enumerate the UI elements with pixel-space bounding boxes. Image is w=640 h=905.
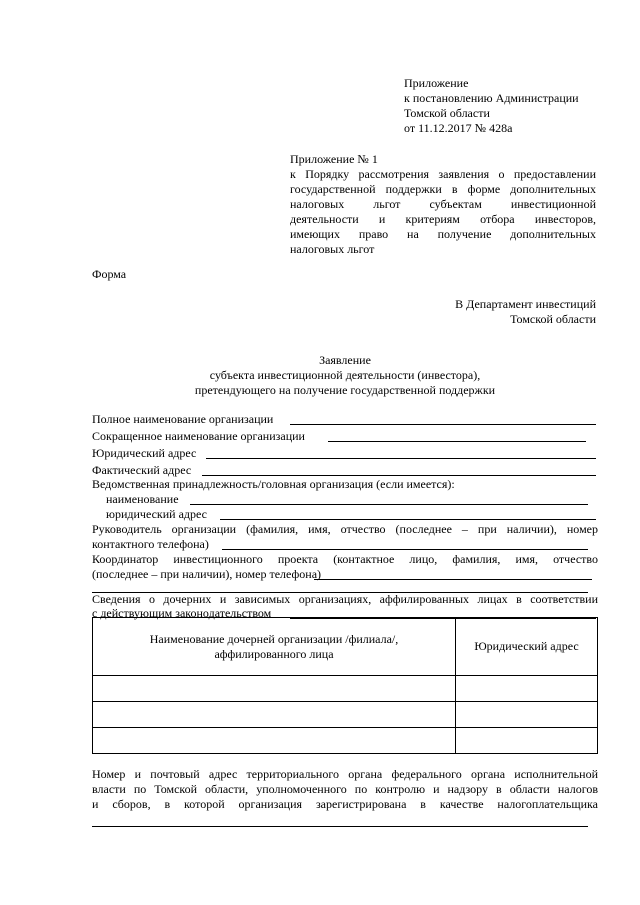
- heading-line: претендующего на получение государственной поддержки: [194, 383, 496, 397]
- parent-address-field[interactable]: [220, 519, 596, 520]
- document-heading: [92, 353, 598, 398]
- table-cell[interactable]: [456, 728, 598, 754]
- tax-authority-field[interactable]: [92, 826, 588, 827]
- coordinator-field[interactable]: [314, 579, 592, 580]
- appendix-order-header: [290, 152, 596, 257]
- actual-address-field[interactable]: [202, 475, 596, 476]
- table-cell[interactable]: [93, 702, 456, 728]
- legal-address-label: Юридический адрес: [92, 446, 197, 460]
- table-header-row: [93, 618, 598, 676]
- table-header-address: Юридический адрес: [456, 618, 598, 676]
- appendix-order-line: к Порядку рассмотрения заявления о предоставлении: [290, 167, 596, 181]
- coordinator-label: Координатор инвестиционного проекта (контактное лицо, фамилия, имя, отчество: [92, 552, 598, 566]
- heading-line: субъекта инвестиционной деятельности (инвестора),: [209, 368, 481, 382]
- heading-title: Заявление: [319, 353, 371, 367]
- actual-address-label: Фактический адрес: [92, 463, 192, 477]
- short-name-field[interactable]: [328, 441, 586, 442]
- appendix-order-line: государственной поддержки в форме дополнительных: [290, 182, 596, 196]
- appendix-order-line: налоговых льгот субъектам инвестиционной: [290, 197, 596, 211]
- head-field[interactable]: [222, 549, 588, 550]
- table-header-name: [93, 618, 456, 676]
- subsidiaries-label: Сведения о дочерних и зависимых организациях, аффилированных лицах в соответствии: [92, 592, 598, 606]
- parent-address-label: юридический адрес: [106, 507, 207, 521]
- appendix-order-line: налоговых льгот: [290, 242, 375, 256]
- legal-address-field[interactable]: [206, 458, 596, 459]
- coordinator-label-cont: (последнее – при наличии), номер телефона): [92, 567, 322, 581]
- tax-authority-line: власти по Томской области, уполномоченного по контролю и надзору в области налогов: [92, 782, 598, 796]
- table-header-text: Наименование дочерней организации /филиала/,: [149, 631, 399, 646]
- addressee-line: Томской области: [510, 312, 596, 326]
- table-cell[interactable]: [93, 676, 456, 702]
- tax-authority-line: и сборов, в которой организация зарегистрирована в качестве налогоплательщика: [92, 797, 598, 811]
- table-row: [93, 676, 598, 702]
- appendix-line: Томской области: [404, 106, 490, 120]
- table-cell[interactable]: [93, 728, 456, 754]
- appendix-line: к постановлению Администрации: [404, 91, 579, 105]
- tax-authority-paragraph: [92, 767, 598, 812]
- table-cell[interactable]: [456, 676, 598, 702]
- table-row: [93, 702, 598, 728]
- subsidiaries-table: [92, 617, 598, 754]
- head-label: Руководитель организации (фамилия, имя, отчество (последнее – при наличии), номер: [92, 522, 598, 536]
- form-label: Форма: [92, 267, 127, 281]
- short-name-label: Сокращенное наименование организации: [92, 429, 305, 443]
- table-header-text: аффилированного лица: [214, 646, 334, 661]
- appendix-line: от 11.12.2017 № 428а: [404, 121, 513, 135]
- subsidiaries-label-cont: с действующим законодательством: [92, 606, 272, 620]
- table-cell[interactable]: [456, 702, 598, 728]
- parent-org-label: Ведомственная принадлежность/головная организация (если имеется):: [92, 477, 455, 491]
- appendix-header: [404, 76, 604, 136]
- appendix-order-line: имеющих право на получение дополнительных: [290, 227, 596, 241]
- appendix-order-line: деятельности и критериям отбора инвесторов,: [290, 212, 596, 226]
- tax-authority-line: Номер и почтовый адрес территориального органа федерального органа исполнительной: [92, 767, 598, 781]
- table-row: [93, 728, 598, 754]
- addressee-line: В Департамент инвестиций: [455, 297, 596, 311]
- full-name-label: Полное наименование организации: [92, 412, 274, 426]
- parent-name-label: наименование: [106, 492, 179, 506]
- appendix-order-title: Приложение № 1: [290, 152, 378, 166]
- parent-name-field[interactable]: [190, 504, 588, 505]
- full-name-field[interactable]: [290, 424, 596, 425]
- head-label-cont: контактного телефона): [92, 537, 209, 551]
- addressee: [350, 297, 596, 327]
- appendix-line: Приложение: [404, 76, 469, 90]
